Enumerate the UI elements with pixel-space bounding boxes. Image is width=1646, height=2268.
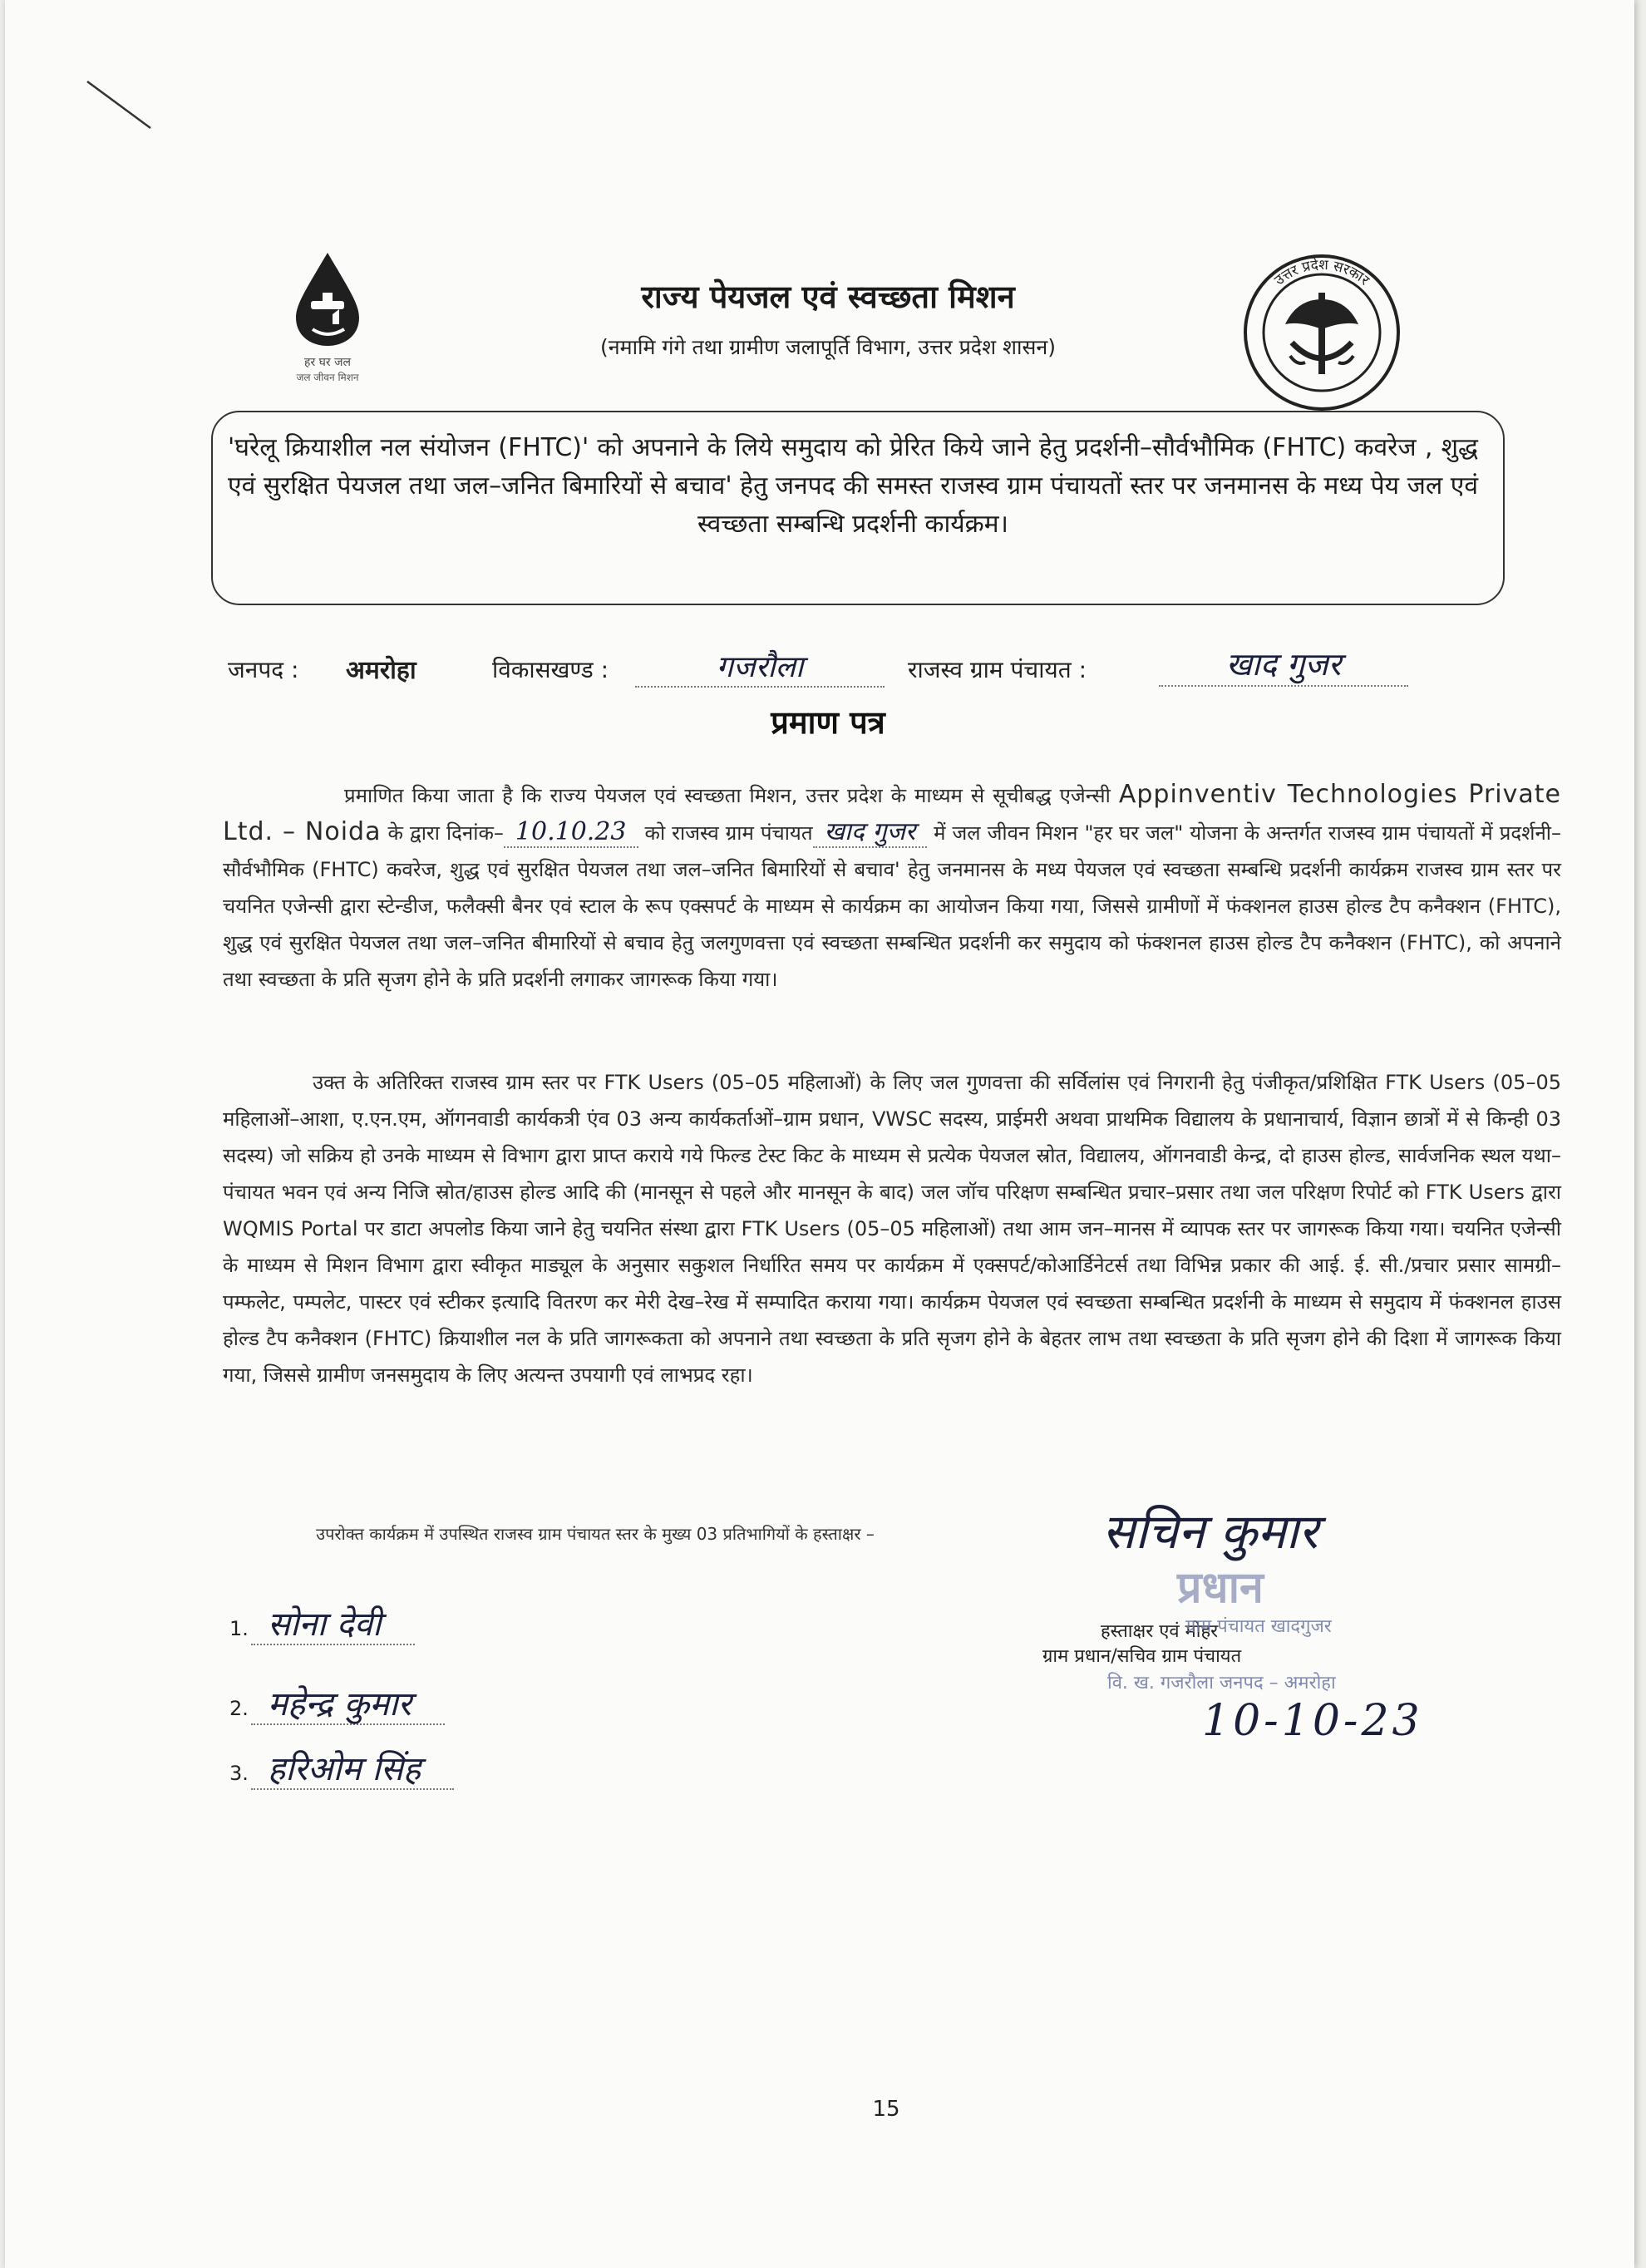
date-prefix: के द्वारा दिनांक– (387, 821, 504, 845)
subject-box: 'घरेलू क्रियाशील नल संयोजन (FHTC)' को अपनाने के लिये समुदाय को प्रेरित किये जाने हेतु प्रदर्शनी–सौर्वभौमिक (FHTC) कवरेज , शुद्ध एवं सुरक्षित पेयजल तथा जल–जनित बिमारियों से बचाव' हेतु जनपद की समस्त राजस्व ग्राम पंचायतों स्तर पर जनमानस के मध्य पेय जल एवं स्वच्छता सम्बन्धि प्रदर्शनी कार्यक्रम। (211, 411, 1505, 605)
sign-and-seal-label: हस्ताक्षर एवं मोहर (1101, 1621, 1219, 1642)
block-value: गजरौला (635, 645, 885, 688)
location-fields (228, 645, 1558, 695)
up-government-seal (1239, 249, 1405, 416)
certificate-paragraph-1 (223, 777, 1561, 998)
certificate-heading: प्रमाण पत्र (771, 704, 885, 741)
document-page (5, 0, 1634, 2268)
seal-text: उत्तर प्रदेश सरकार (1271, 256, 1372, 289)
para1-rest: में जल जीवन मिशन "हर घर जल" योजना के अन्तर्गत राजस्व ग्राम पंचायतों में प्रदर्शनी–सौर्वभौमिक (FHTC) कवरेज, शुद्ध एवं सुरक्षित पेयजल तथा जल–जनित बिमारियों से बचाव' हेतु जनमानस के मध्य पेयजल एवं स्वच्छता सम्बन्धि प्रदर्शनी कार्यक्रम राजस्व ग्राम स्तर पर चयनित एजेन्सी द्वारा स्टेन्डीज, फलैक्सी बैनर एवं स्टाल के रूप एक्सपर्ट के माध्यम से कार्यक्रम का आयोजन किया गया, जिससे ग्रामीणों में फंक्शनल हाउस होल्ड टैप कनैक्शन (FHTC), शुद्ध एवं सुरक्षित पेयजल तथा जल–जनित बीमारियों से बचाव हेतु जलगुणवत्ता एवं स्वच्छता सम्बन्धित प्रदर्शनी कर समुदाय को फंक्शनल हाउस होल्ड टैप कनैक्शन (FHTC), को अपनाने तथा स्वच्छता के प्रति सृजग होने के प्रति प्रदर्शनी लगाकर जागरूक किया गया। (223, 821, 1561, 991)
participant-signature-3: 3. हरिओम सिंह (229, 1744, 454, 1790)
district-value: अमरोहा (346, 656, 416, 685)
logo-caption: हर घर जल (304, 356, 351, 369)
district-label: जनपद : (228, 656, 299, 683)
har-ghar-jal-logo (273, 248, 382, 389)
page-number: 15 (872, 2097, 900, 2122)
pradhan-designation: ग्राम प्रधान/सचिव ग्राम पंचायत (1042, 1646, 1242, 1667)
program-date: 10.10.23 (504, 817, 638, 848)
document-title: राज्य पेयजल एवं स्वच्छता मिशन (641, 279, 1015, 315)
water-drop-icon (273, 248, 382, 348)
certificate-paragraph-2: उक्त के अतिरिक्त राजस्व ग्राम स्तर पर FTK Users (05–05 महिलाओं) के लिए जल गुणवत्ता की सर्विलांस एवं निगरानी हेतु पंजीकृत/प्रशिक्षित FTK Users (05–05 महिलाओं–आशा, ए.एन.एम, ऑगनवाडी कार्यकत्री एंव 03 अन्य कार्यकर्ताओं–ग्राम प्रधान, VWSC सदस्य, प्राईमरी अथवा प्राथमिक विद्यालय के प्रधानाचार्य, विज्ञान छात्रों में से किन्ही 03 सदस्य) जो सक्रिय हो उनके माध्यम से विभाग द्वारा प्राप्त कराये गये फिल्ड टेस्ट किट के माध्यम से प्रत्येक पेयजल स्रोत, विद्यालय, ऑगनवाडी केन्द्र, दो हाउस होल्ड, सार्वजनिक स्थल यथा–पंचायत भवन एवं अन्य निजि स्रोत/हाउस होल्ड आदि की (मानसून से पहले और मानसून के बाद) जल जॉच परिक्षण सम्बन्धित प्रचार–प्रसार तथा जल परिक्षण रिपोर्ट को FTK Users द्वारा WQMIS Portal पर डाटा अपलोड किया जाने हेतु चयनित संस्था द्वारा FTK Users (05–05 महिलाओं) तथा आम जन–मानस में व्यापक स्तर पर जागरूक किया गया। चयनित एजेन्सी के माध्यम से मिशन विभाग द्वारा स्वीकृत माड्यूल के अनुसार सकुशल निर्धारित समय पर कार्यक्रम में एक्सपर्ट/कोआर्डिनेटर्स तथा विभिन्न प्रकार की आई. ई. सी./प्रचार प्रसार सामग्री–पम्फलेट, पम्पलेट, पास्टर एवं स्टीकर इत्यादि वितरण कर मेरी देख–रेख में सम्पादित कराया गया। कार्यक्रम पेयजल एवं स्वच्छता सम्बन्धित प्रदर्शनी के माध्यम से समुदाय में फंक्शनल हाउस होल्ड टैप कनैक्शन (FHTC) क्रियाशील नल के प्रति जागरूकता को अपनाने तथा स्वच्छता के प्रति सृजग होने के बेहतर लाभ तथा स्वच्छता के प्रति सृजग होने की दिशा में जागरूक किया गया, जिससे ग्रामीण जनसमुदाय के लिए अत्यन्त उपयागी एवं लाभप्रद रहा। (223, 1071, 1561, 1387)
participants-caption: उपरोक्त कार्यक्रम में उपस्थित राजस्व ग्राम पंचायत स्तर के मुख्य 03 प्रतिभागियों के हस्ताक्षर – (316, 1524, 875, 1544)
village-prefix: को राजस्व ग्राम पंचायत (644, 821, 813, 845)
pradhan-stamp: प्रधान (1177, 1563, 1264, 1613)
para1-lead: प्रमाणित किया जाता है कि राज्य पेयजल एवं स्वच्छता मिशन, उत्तर प्रदेश के माध्यम से सूचीबद्ध एजेन्सी (344, 784, 1111, 807)
village-name: खाद गुजर (813, 817, 928, 848)
stamp-panchayat: ग्राम पंचायत खादगुजर (1185, 1616, 1332, 1637)
document-subtitle: (नमामि गंगे तथा ग्रामीण जलापूर्ति विभाग, उत्तर प्रदेश शासन) (599, 335, 1057, 359)
block-label: विकासखण्ड : (492, 656, 609, 683)
logo-subcaption: जल जीवन मिशन (296, 372, 359, 383)
participant-signature-1: 1. सोना देवी (229, 1600, 415, 1645)
panchayat-label: राजस्व ग्राम पंचायत : (908, 656, 1087, 683)
svg-text:उत्तर प्रदेश सरकार (1271, 256, 1372, 289)
participant-signature-2: 2. महेन्द्र कुमार (229, 1679, 445, 1725)
agency-name: Appinventiv Technologies Private Ltd. – Noida (223, 780, 1561, 846)
seal-icon (1239, 249, 1405, 416)
pradhan-signature: सचिन कुमार (1102, 1503, 1318, 1560)
pen-mark (84, 76, 159, 135)
stamp-block-district: वि. ख. गजरौला जनपद – अमरोहा (1107, 1673, 1336, 1694)
pradhan-sign-date: 10-10-23 (1202, 1696, 1423, 1746)
panchayat-value: खाद गुजर (1159, 642, 1408, 687)
